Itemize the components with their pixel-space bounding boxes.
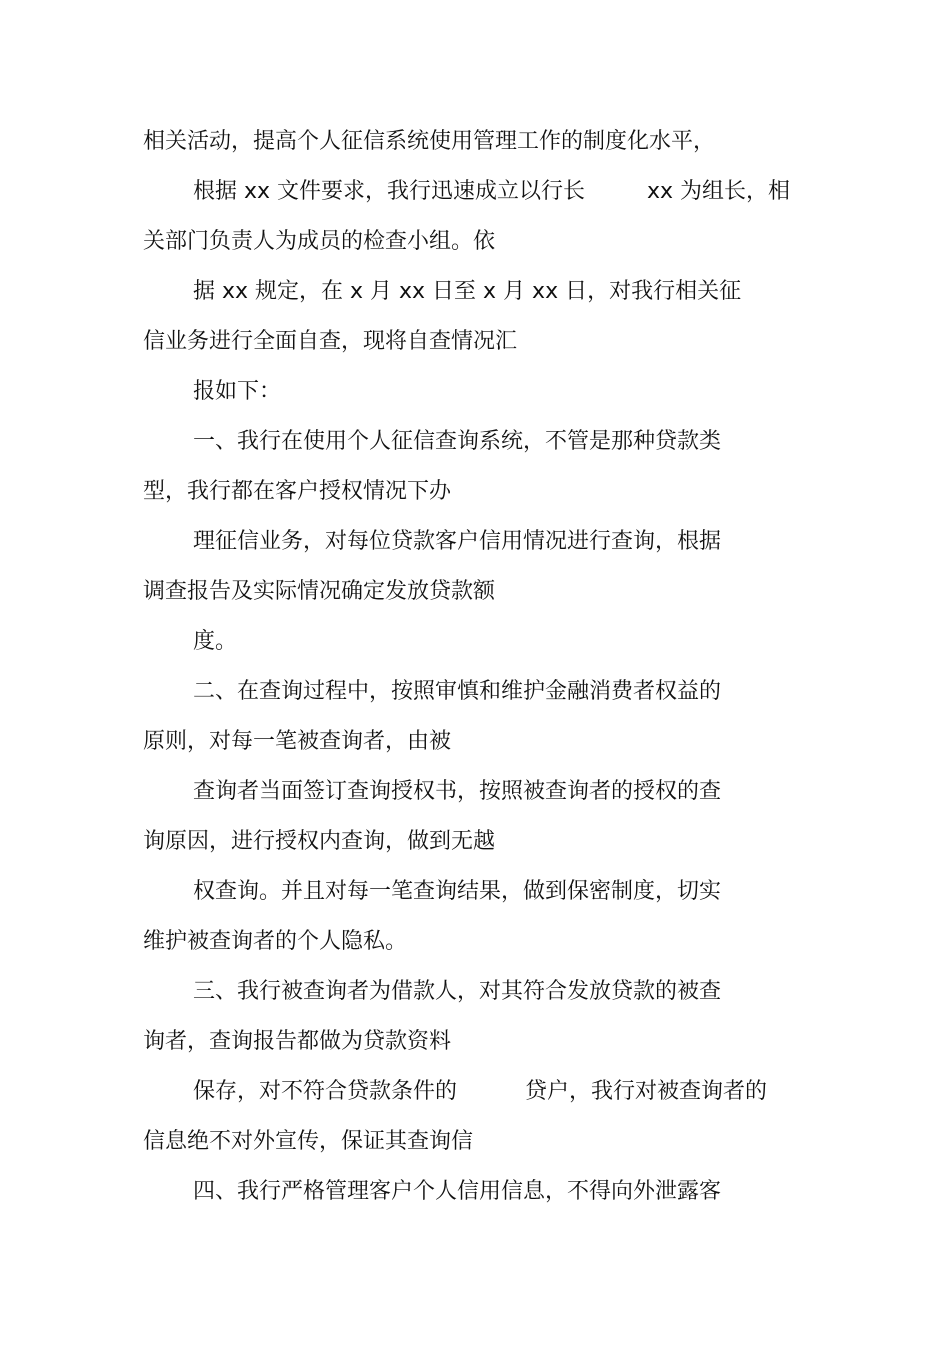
text-line: 维护被查询者的个人隐私。 [143,929,408,954]
text-line: 贷户，我行对被查询者的 [525,1079,768,1104]
text-line: 调查报告及实际情况确定发放贷款额 [143,579,496,604]
text-line: 保存，对不符合贷款条件的 [193,1079,458,1104]
text-line: 度。 [193,629,238,654]
text-line: 原则，对每一笔被查询者，由被 [143,729,452,754]
text-line: 四、我行严格管理客户个人信用信息，不得向外泄露客 [193,1179,722,1204]
text-line: 询原因，进行授权内查询，做到无越 [143,829,496,854]
text-line: 三、我行被查询者为借款人，对其符合发放贷款的被查 [193,979,722,1004]
text-line: 报如下： [193,379,282,404]
text-line: 据 xx 规定，在 x 月 xx 日至 x 月 xx 日，对我行相关征 [193,279,742,304]
text-line: 一、我行在使用个人征信查询系统，不管是那种贷款类 [193,429,722,454]
text-line: xx 为组长，相 [647,179,791,204]
text-line: 信息绝不对外宣传，保证其查询信 [143,1129,474,1154]
text-line: 查询者当面签订查询授权书，按照被查询者的授权的查 [193,779,722,804]
text-line: 理征信业务，对每位贷款客户信用情况进行查询，根据 [193,529,722,554]
text-line: 关部门负责人为成员的检查小组。依 [143,229,496,254]
text-line: 询者，查询报告都做为贷款资料 [143,1029,452,1054]
text-line: 型，我行都在客户授权情况下办 [143,479,452,504]
text-line: 相关活动，提高个人征信系统使用管理工作的制度化水平， [143,129,716,154]
text-line: 二、在查询过程中，按照审慎和维护金融消费者权益的 [193,679,722,704]
text-line: 根据 xx 文件要求，我行迅速成立以行长 [193,179,586,204]
text-line: 信业务进行全面自查，现将自查情况汇 [143,329,518,354]
text-line: 权查询。并且对每一笔查询结果，做到保密制度，切实 [193,879,722,904]
